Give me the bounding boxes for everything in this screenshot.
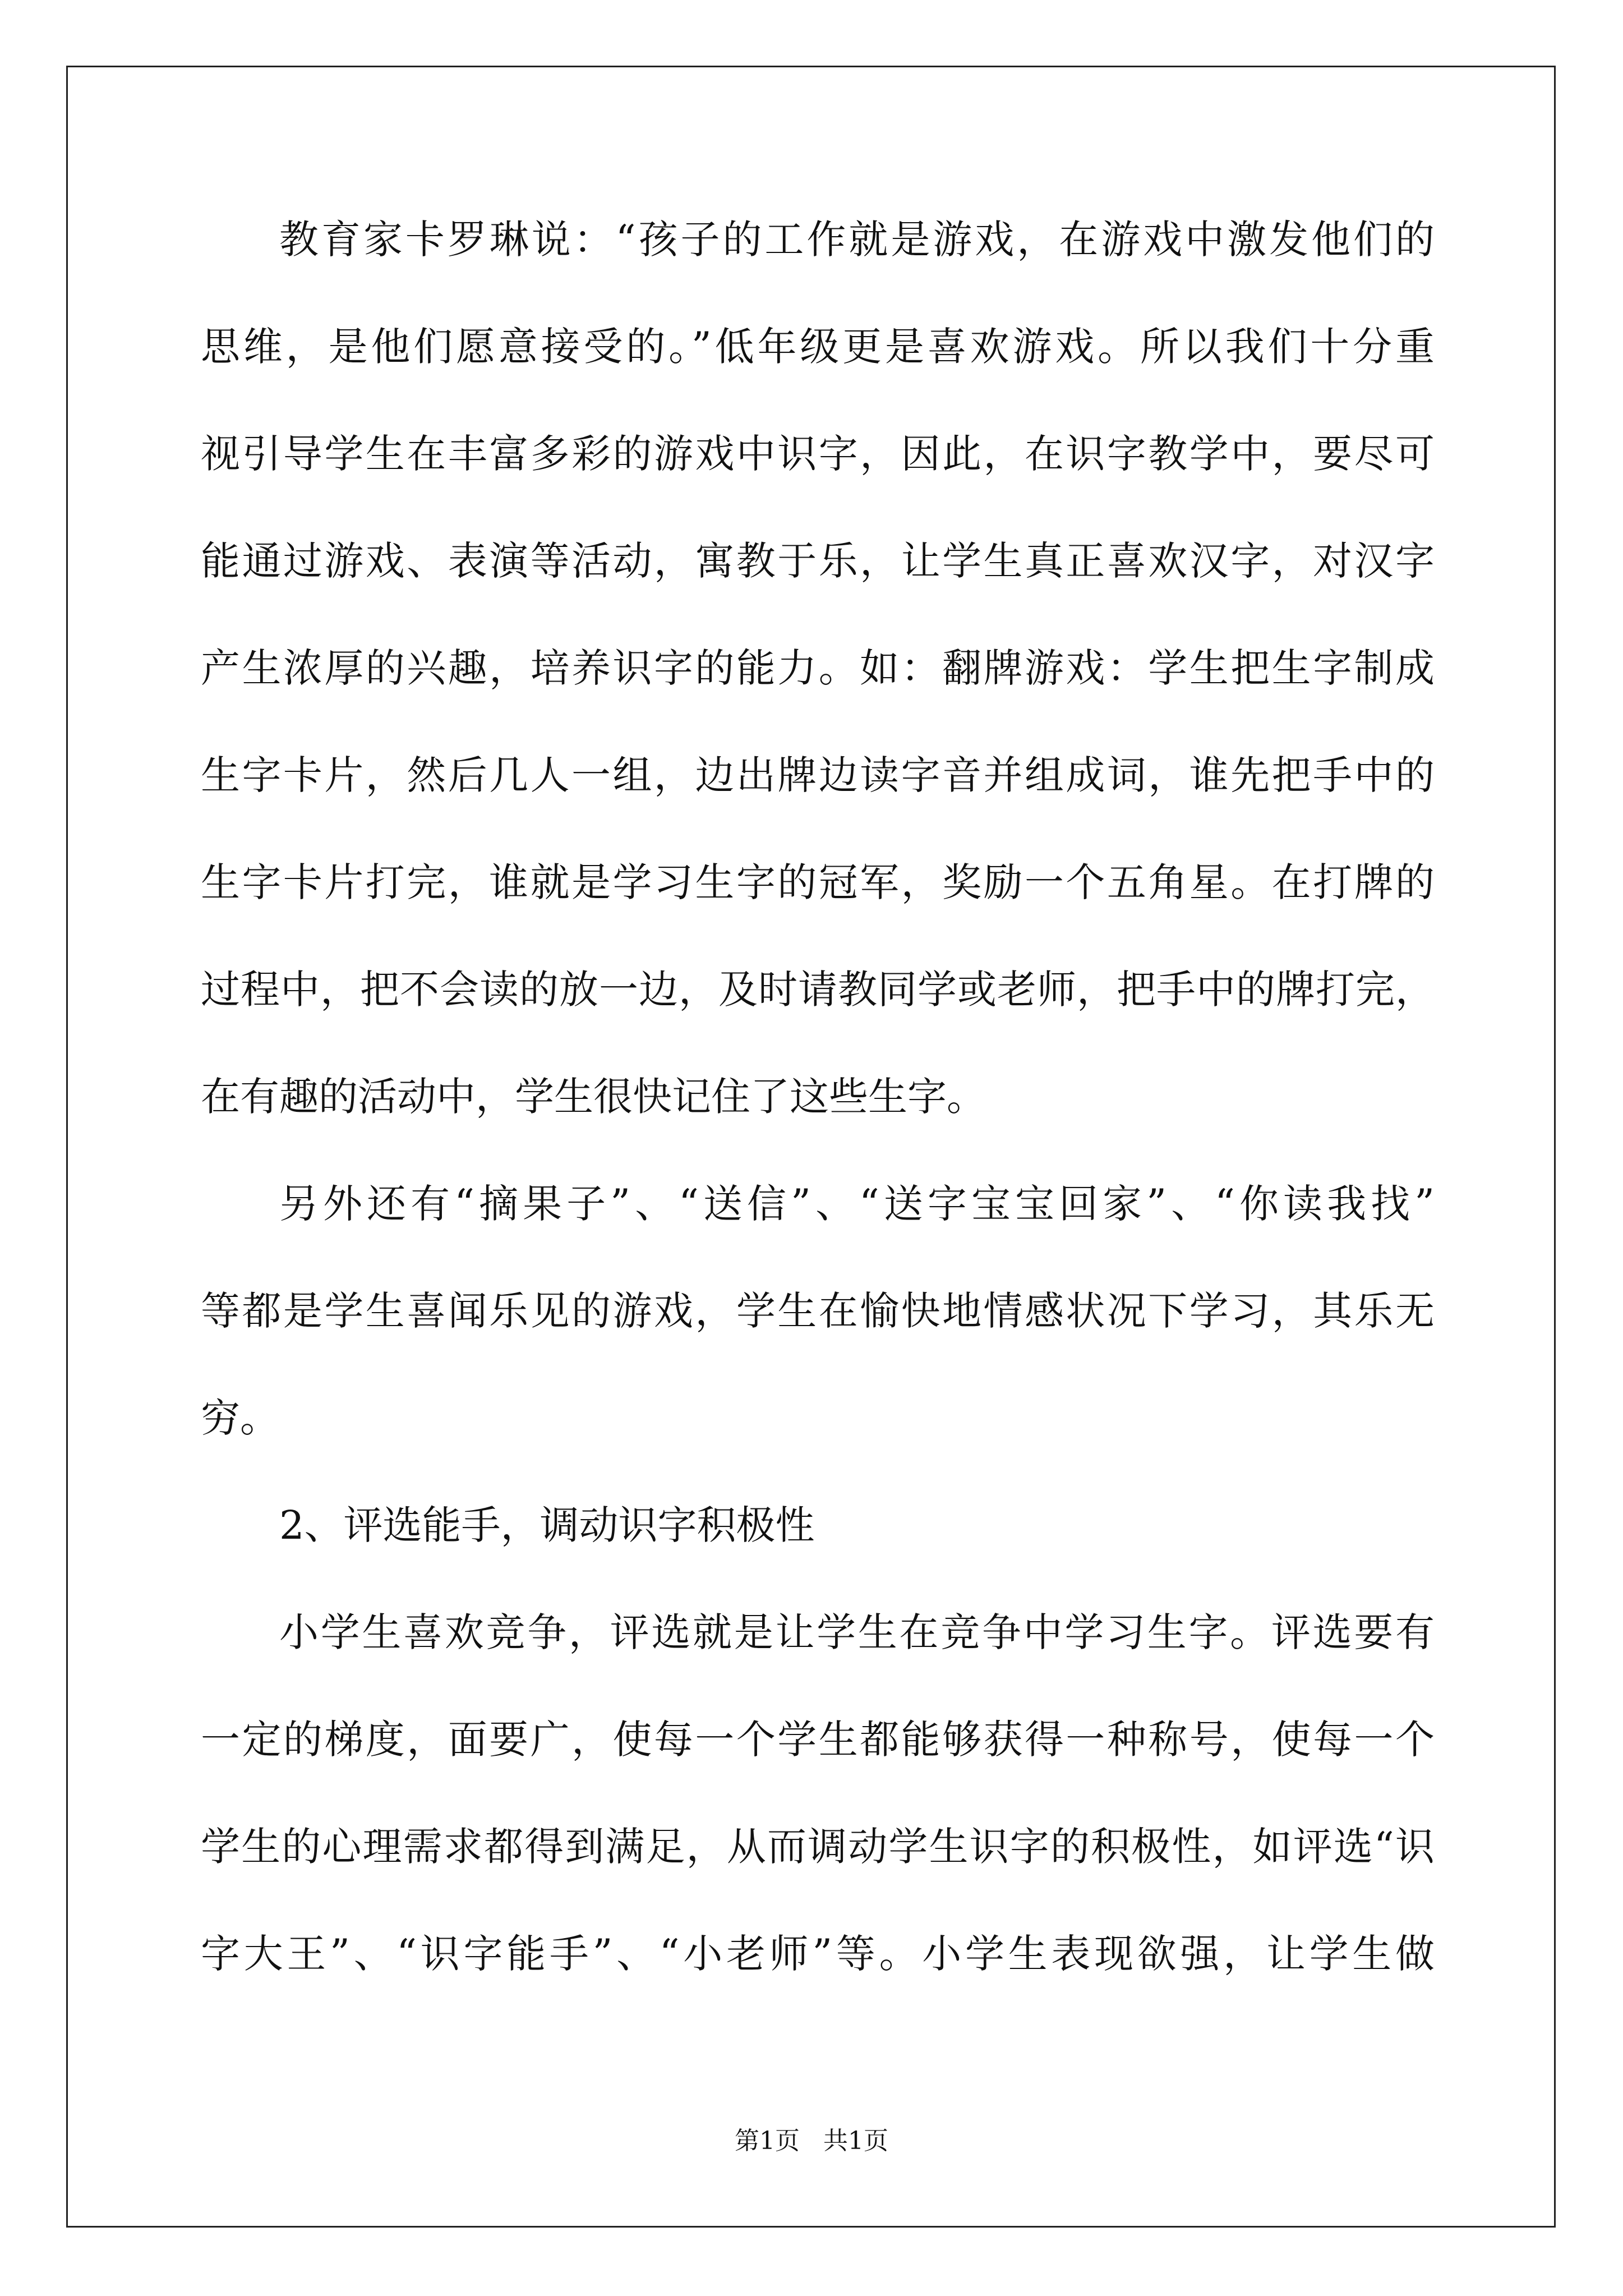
page-footer — [0, 2120, 1623, 2156]
text-line: 能通过游戏、表演等活动，寓教于乐，让学生真正喜欢汉字，对汉字 — [201, 538, 1435, 584]
text-line: 穷。 — [201, 1395, 279, 1441]
text-line: 思维，是他们愿意接受的。”低年级更是喜欢游戏。所以我们十分重 — [201, 324, 1435, 370]
text-line: 过程中，把不会读的放一边，及时请教同学或老师，把手中的牌打完， — [201, 967, 1435, 1013]
text-line: 一定的梯度，面要广，使每一个学生都能够获得一种称号，使每一个 — [201, 1717, 1435, 1763]
text-line: 在有趣的活动中，学生很快记住了这些生字。 — [201, 1074, 986, 1120]
text-line: 另外还有“摘果子”、“送信”、“送字宝宝回家”、“你读我找” — [279, 1181, 1435, 1227]
text-line: 小学生喜欢竞争，评选就是让学生在竞争中学习生字。评选要有 — [279, 1609, 1435, 1655]
text-line: 生字卡片，然后几人一组，边出牌边读字音并组成词，谁先把手中的 — [201, 752, 1435, 798]
text-line: 教育家卡罗琳说：“孩子的工作就是游戏，在游戏中激发他们的 — [279, 217, 1435, 263]
text-line: 学生的心理需求都得到满足，从而调动学生识字的积极性，如评选“识 — [201, 1824, 1435, 1870]
text-line: 等都是学生喜闻乐见的游戏，学生在愉快地情感状况下学习，其乐无 — [201, 1288, 1435, 1334]
text-line: 产生浓厚的兴趣，培养识字的能力。如：翻牌游戏：学生把生字制成 — [201, 645, 1435, 691]
text-line: 生字卡片打完，谁就是学习生字的冠军，奖励一个五角星。在打牌的 — [201, 859, 1435, 905]
page-total: 共1页 — [823, 2127, 888, 2155]
text-line: 视引导学生在丰富多彩的游戏中识字，因此，在识字教学中，要尽可 — [201, 431, 1435, 477]
text-line: 字大王”、“识字能手”、“小老师”等。小学生表现欲强，让学生做 — [201, 1931, 1435, 1977]
section-heading: 2、评选能手，调动识字积极性 — [279, 1502, 815, 1548]
document-body — [201, 213, 1435, 2035]
page-number: 第1页 — [735, 2127, 800, 2155]
